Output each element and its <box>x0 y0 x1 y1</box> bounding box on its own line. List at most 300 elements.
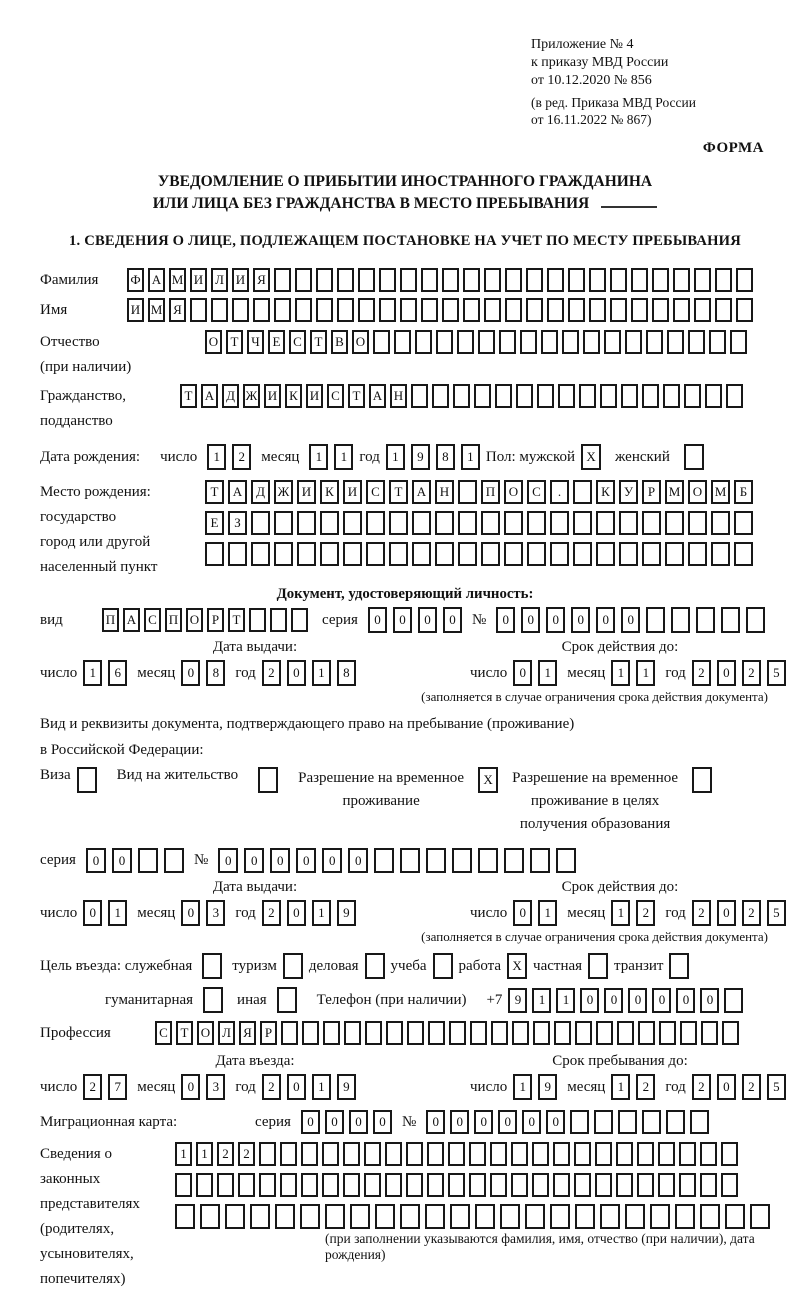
char-cell <box>452 848 472 873</box>
resid-doc-dates-headers <box>40 879 770 896</box>
char-cell: 1 <box>334 444 353 470</box>
char-cell <box>421 268 438 292</box>
char-cell <box>323 1021 340 1045</box>
char-cell <box>684 384 701 408</box>
id-issue-day-cells <box>83 660 127 686</box>
birth-month-cells <box>309 444 353 470</box>
char-cell <box>343 1173 360 1197</box>
char-cell <box>646 607 665 633</box>
mig-series-cells <box>301 1110 392 1134</box>
char-cell <box>600 1204 620 1229</box>
char-cell <box>570 1110 589 1134</box>
char-cell: 1 <box>309 444 328 470</box>
char-cell <box>343 542 362 566</box>
char-cell: 0 <box>244 848 264 873</box>
char-cell <box>625 330 642 354</box>
char-cell <box>250 1204 270 1229</box>
char-cell: А <box>148 268 165 292</box>
char-cell <box>650 1204 670 1229</box>
month-label: месяц <box>567 904 606 921</box>
char-cell: 2 <box>238 1142 255 1166</box>
char-cell: 0 <box>522 1110 541 1134</box>
phone-prefix: +7 <box>486 991 503 1008</box>
char-cell <box>412 542 431 566</box>
char-cell: Н <box>390 384 407 408</box>
char-cell <box>433 953 453 979</box>
id-valid-day-cells <box>513 660 557 686</box>
char-cell <box>530 848 550 873</box>
char-cell <box>684 444 704 470</box>
char-cell <box>205 542 224 566</box>
surname-cells <box>127 268 753 292</box>
purpose-humanitarian-label: гуманитарная <box>105 991 194 1008</box>
entry-date-group <box>40 1074 470 1100</box>
char-cell <box>337 268 354 292</box>
char-cell <box>619 542 638 566</box>
annex-line: к приказу МВД России <box>531 55 669 70</box>
char-cell <box>400 298 417 322</box>
char-cell <box>596 542 615 566</box>
patronymic-label <box>40 330 205 380</box>
char-cell: 3 <box>206 1074 225 1100</box>
char-cell <box>669 953 689 979</box>
char-cell <box>322 1142 339 1166</box>
char-cell <box>694 298 711 322</box>
char-cell: И <box>343 480 362 504</box>
char-cell <box>688 511 707 535</box>
char-cell: 1 <box>538 900 557 926</box>
char-cell: М <box>665 480 684 504</box>
amendment-line: (в ред. Приказа МВД России <box>531 95 696 110</box>
char-cell: О <box>504 480 523 504</box>
char-cell: Д <box>251 480 270 504</box>
char-cell: 0 <box>393 607 412 633</box>
temp-resid-edu-label-line1: Разрешение на временное <box>512 770 679 786</box>
char-cell: Я <box>253 268 270 292</box>
char-cell <box>175 1173 192 1197</box>
char-cell <box>344 1021 361 1045</box>
char-cell: Р <box>642 480 661 504</box>
legal-reps-cell-rows <box>175 1142 770 1229</box>
char-cell: 2 <box>262 1074 281 1100</box>
char-cell <box>274 268 291 292</box>
char-cell: 2 <box>217 1142 234 1166</box>
purpose-humanitarian-checkbox <box>203 987 223 1013</box>
char-cell: Т <box>310 330 327 354</box>
char-cell: 1 <box>538 660 557 686</box>
valid-until-header: Срок действия до: <box>561 879 679 895</box>
char-cell <box>553 1142 570 1166</box>
char-cell <box>374 848 394 873</box>
char-cell <box>715 298 732 322</box>
char-cell: 1 <box>196 1142 213 1166</box>
char-cell <box>427 1173 444 1197</box>
annex-line: Приложение № 4 <box>531 37 634 52</box>
legal-reps-cells-row2 <box>175 1173 770 1197</box>
char-cell <box>532 1173 549 1197</box>
residence-permit-label: Вид на жительство <box>116 767 239 783</box>
char-cell <box>579 384 596 408</box>
entry-date-header: Дата въезда: <box>215 1053 295 1069</box>
char-cell <box>495 384 512 408</box>
phone-cells <box>508 988 743 1013</box>
char-cell <box>724 988 743 1013</box>
char-cell <box>562 330 579 354</box>
char-cell <box>427 1142 444 1166</box>
char-cell: 0 <box>218 848 238 873</box>
char-cell <box>688 330 705 354</box>
resid-issue-day-cells <box>83 900 127 926</box>
char-cell <box>541 330 558 354</box>
migration-card-row <box>40 1110 770 1134</box>
char-cell: 2 <box>742 900 761 926</box>
char-cell <box>379 268 396 292</box>
char-cell: 0 <box>296 848 316 873</box>
char-cell <box>469 1173 486 1197</box>
purpose-tourism-label: туризм <box>232 957 277 974</box>
char-cell: В <box>331 330 348 354</box>
purpose-official-label: Цель въезда: служебная <box>40 957 193 974</box>
char-cell <box>442 268 459 292</box>
char-cell <box>505 298 522 322</box>
char-cell <box>412 511 431 535</box>
char-cell <box>673 298 690 322</box>
char-cell <box>680 1021 697 1045</box>
char-cell: К <box>596 480 615 504</box>
char-cell: С <box>327 384 344 408</box>
char-cell <box>458 480 477 504</box>
char-cell: 0 <box>580 988 599 1013</box>
char-cell <box>325 1204 345 1229</box>
char-cell <box>463 268 480 292</box>
validity-note: (заполняется в случае ограничения срока действия документа) <box>421 689 768 704</box>
char-cell: 9 <box>411 444 430 470</box>
resid-doc-dates-row <box>40 900 780 926</box>
char-cell <box>596 1021 613 1045</box>
char-cell <box>730 330 747 354</box>
char-cell <box>705 384 722 408</box>
citizenship-cells <box>180 384 743 408</box>
char-cell: 0 <box>513 660 532 686</box>
amendment-line: от 16.11.2022 № 867) <box>531 112 652 127</box>
char-cell <box>343 511 362 535</box>
char-cell: 1 <box>83 660 102 686</box>
char-cell <box>470 1021 487 1045</box>
char-cell <box>617 1021 634 1045</box>
char-cell: Р <box>207 608 224 632</box>
stay-year-cells <box>692 1074 786 1100</box>
profession-row <box>40 1021 770 1045</box>
char-cell <box>690 1110 709 1134</box>
char-cell <box>734 542 753 566</box>
char-cell: Т <box>176 1021 193 1045</box>
purpose-study-checkbox <box>433 953 453 979</box>
char-cell <box>638 1021 655 1045</box>
char-cell: 0 <box>676 988 695 1013</box>
char-cell: И <box>127 298 144 322</box>
char-cell: 2 <box>692 900 711 926</box>
char-cell: 2 <box>83 1074 102 1100</box>
blank-underline <box>601 206 657 208</box>
char-cell: 9 <box>538 1074 557 1100</box>
residence-permit-checkbox <box>258 767 278 793</box>
char-cell: 1 <box>611 1074 630 1100</box>
char-cell <box>504 848 524 873</box>
char-cell: 1 <box>532 988 551 1013</box>
purpose-private-checkbox <box>588 953 608 979</box>
char-cell <box>386 1021 403 1045</box>
sex-female-label: женский <box>615 448 670 465</box>
char-cell <box>375 1204 395 1229</box>
char-cell: Т <box>205 480 224 504</box>
char-cell <box>637 1173 654 1197</box>
patronymic-label-line2: (при наличии) <box>40 359 132 375</box>
resid-issue-year-cells <box>262 900 356 926</box>
char-cell: С <box>527 480 546 504</box>
char-cell <box>366 511 385 535</box>
legal-reps-label-line5: усыновителях, <box>40 1246 134 1262</box>
char-cell <box>616 1173 633 1197</box>
char-cell: А <box>369 384 386 408</box>
char-cell <box>711 542 730 566</box>
char-cell <box>211 298 228 322</box>
month-label: месяц <box>137 1078 176 1095</box>
char-cell <box>692 767 712 793</box>
char-cell: Н <box>435 480 454 504</box>
legal-reps-row <box>40 1142 770 1292</box>
char-cell <box>277 987 297 1013</box>
migration-card-label: Миграционная карта: <box>40 1113 178 1130</box>
form-title-line1: УВЕДОМЛЕНИЕ О ПРИБЫТИИ ИНОСТРАННОГО ГРАЖДАНИНА <box>157 173 653 190</box>
char-cell: Л <box>211 268 228 292</box>
purpose-study-label: учеба <box>390 957 427 974</box>
id-doc-row <box>40 607 770 633</box>
series-label: серия <box>255 1113 291 1130</box>
char-cell <box>665 511 684 535</box>
char-cell <box>365 1021 382 1045</box>
char-cell <box>274 542 293 566</box>
char-cell <box>642 1110 661 1134</box>
id-valid-year-cells <box>692 660 786 686</box>
char-cell: П <box>165 608 182 632</box>
char-cell <box>301 1142 318 1166</box>
char-cell <box>652 298 669 322</box>
char-cell: Т <box>228 608 245 632</box>
char-cell <box>575 1204 595 1229</box>
char-cell <box>736 298 753 322</box>
char-cell <box>679 1173 696 1197</box>
char-cell: 1 <box>611 900 630 926</box>
char-cell: Ф <box>127 268 144 292</box>
day-label: число <box>160 448 198 465</box>
birth-place-label-line4: населенный пункт <box>40 559 158 575</box>
birth-place-cells-row1 <box>205 480 753 504</box>
char-cell <box>642 384 659 408</box>
char-cell: 0 <box>181 900 200 926</box>
char-cell <box>280 1142 297 1166</box>
char-cell <box>400 1204 420 1229</box>
char-cell <box>251 511 270 535</box>
char-cell <box>505 268 522 292</box>
char-cell <box>725 1204 745 1229</box>
char-cell <box>658 1173 675 1197</box>
char-cell: 0 <box>348 848 368 873</box>
char-cell: О <box>205 330 222 354</box>
char-cell: 8 <box>206 660 225 686</box>
char-cell: 0 <box>83 900 102 926</box>
char-cell <box>478 848 498 873</box>
month-label: месяц <box>261 448 300 465</box>
char-cell <box>385 1173 402 1197</box>
char-cell <box>202 953 222 979</box>
char-cell <box>225 1204 245 1229</box>
char-cell <box>574 1142 591 1166</box>
doc-series-cells <box>368 607 462 633</box>
char-cell: 0 <box>443 607 462 633</box>
char-cell <box>588 953 608 979</box>
number-label: № <box>401 1113 417 1130</box>
entry-day-cells <box>83 1074 127 1100</box>
char-cell <box>568 268 585 292</box>
legal-reps-note: (при заполнении указываются фамилия, имя, отчество (при наличии), дата рождения) <box>325 1231 755 1262</box>
char-cell <box>688 542 707 566</box>
char-cell <box>550 542 569 566</box>
entry-dates-row <box>40 1074 780 1100</box>
char-cell <box>665 542 684 566</box>
temp-resid-label-line1: Разрешение на временное <box>298 770 465 786</box>
citizenship-label-line1: Гражданство, <box>40 388 127 404</box>
char-cell: 9 <box>337 1074 356 1100</box>
char-cell: 1 <box>175 1142 192 1166</box>
char-cell: Ж <box>243 384 260 408</box>
legal-reps-cells <box>175 1142 770 1263</box>
char-cell: С <box>155 1021 172 1045</box>
purpose-transit-label: транзит <box>614 957 664 974</box>
char-cell <box>573 511 592 535</box>
char-cell <box>666 1110 685 1134</box>
char-cell <box>750 1204 770 1229</box>
resid-number-cells <box>218 848 576 873</box>
char-cell <box>200 1204 220 1229</box>
char-cell <box>281 1021 298 1045</box>
legal-reps-label-line6: попечителях) <box>40 1271 126 1287</box>
char-cell <box>407 1021 424 1045</box>
char-cell <box>481 542 500 566</box>
section1-heading: 1. СВЕДЕНИЯ О ЛИЦЕ, ПОДЛЕЖАЩЕМ ПОСТАНОВКЕ НА УЧЕТ ПО МЕСТУ ПРЕБЫВАНИЯ <box>69 233 741 249</box>
char-cell <box>604 330 621 354</box>
char-cell <box>77 767 97 793</box>
char-cell: 1 <box>312 1074 331 1100</box>
char-cell <box>520 330 537 354</box>
char-cell <box>484 268 501 292</box>
char-cell <box>453 384 470 408</box>
resid-valid-month-cells <box>611 900 655 926</box>
surname-label: Фамилия <box>40 271 99 288</box>
day-label: число <box>40 1078 78 1095</box>
char-cell: 0 <box>368 607 387 633</box>
sex-male-checkbox <box>581 444 601 470</box>
amendment-block <box>531 94 766 128</box>
resid-issue-date-group <box>40 900 470 926</box>
day-label: число <box>470 664 508 681</box>
char-cell: 0 <box>86 848 106 873</box>
char-cell: 5 <box>767 660 786 686</box>
char-cell <box>511 1173 528 1197</box>
char-cell <box>679 1142 696 1166</box>
citizenship-row <box>40 384 770 434</box>
char-cell: Т <box>226 330 243 354</box>
char-cell <box>475 1204 495 1229</box>
resid-issue-month-cells <box>181 900 225 926</box>
char-cell: У <box>619 480 638 504</box>
form-title <box>40 171 770 215</box>
birth-place-label-line1: Место рождения: <box>40 484 151 500</box>
char-cell: А <box>123 608 140 632</box>
entry-month-cells <box>181 1074 225 1100</box>
purpose-official-checkbox <box>202 953 222 979</box>
birth-place-label <box>40 480 205 580</box>
name-label: Имя <box>40 301 68 318</box>
char-cell: И <box>306 384 323 408</box>
char-cell: Д <box>222 384 239 408</box>
temp-resid-edu-label-line3: получения образования <box>519 816 671 832</box>
series-label: серия <box>322 611 358 628</box>
char-cell <box>280 1173 297 1197</box>
birth-place-cells-row3 <box>205 542 753 566</box>
char-cell <box>525 1204 545 1229</box>
char-cell <box>631 268 648 292</box>
temp-resid-edu-checkbox <box>692 767 712 793</box>
char-cell <box>595 1173 612 1197</box>
char-cell <box>251 542 270 566</box>
char-cell <box>553 1173 570 1197</box>
char-cell <box>500 1204 520 1229</box>
char-cell <box>316 298 333 322</box>
char-cell <box>232 298 249 322</box>
char-cell <box>364 1173 381 1197</box>
char-cell <box>364 1142 381 1166</box>
char-cell: 0 <box>474 1110 493 1134</box>
legal-reps-cells-row3 <box>175 1204 770 1229</box>
char-cell: Т <box>180 384 197 408</box>
char-cell: 0 <box>498 1110 517 1134</box>
char-cell: Я <box>169 298 186 322</box>
stay-until-header: Срок пребывания до: <box>552 1053 688 1069</box>
form-title-line2-text: ИЛИ ЛИЦА БЕЗ ГРАЖДАНСТВА В МЕСТО ПРЕБЫВАНИЯ <box>152 195 590 212</box>
char-cell <box>322 1173 339 1197</box>
char-cell: 0 <box>349 1110 368 1134</box>
char-cell <box>316 268 333 292</box>
char-cell <box>595 1142 612 1166</box>
temp-resid-edu-label-line2: проживание в целях <box>530 793 660 809</box>
char-cell: А <box>228 480 247 504</box>
char-cell <box>358 298 375 322</box>
char-cell: 0 <box>521 607 540 633</box>
char-cell <box>411 384 428 408</box>
phone-label: Телефон (при наличии) <box>316 991 467 1008</box>
temp-resid-label-line2: проживание <box>342 793 420 809</box>
char-cell <box>726 384 743 408</box>
char-cell <box>463 298 480 322</box>
char-cell: 2 <box>742 660 761 686</box>
char-cell <box>358 268 375 292</box>
purpose-business-label: деловая <box>308 957 359 974</box>
char-cell <box>663 384 680 408</box>
char-cell <box>259 1173 276 1197</box>
char-cell: Л <box>218 1021 235 1045</box>
char-cell: Ж <box>274 480 293 504</box>
char-cell <box>320 542 339 566</box>
